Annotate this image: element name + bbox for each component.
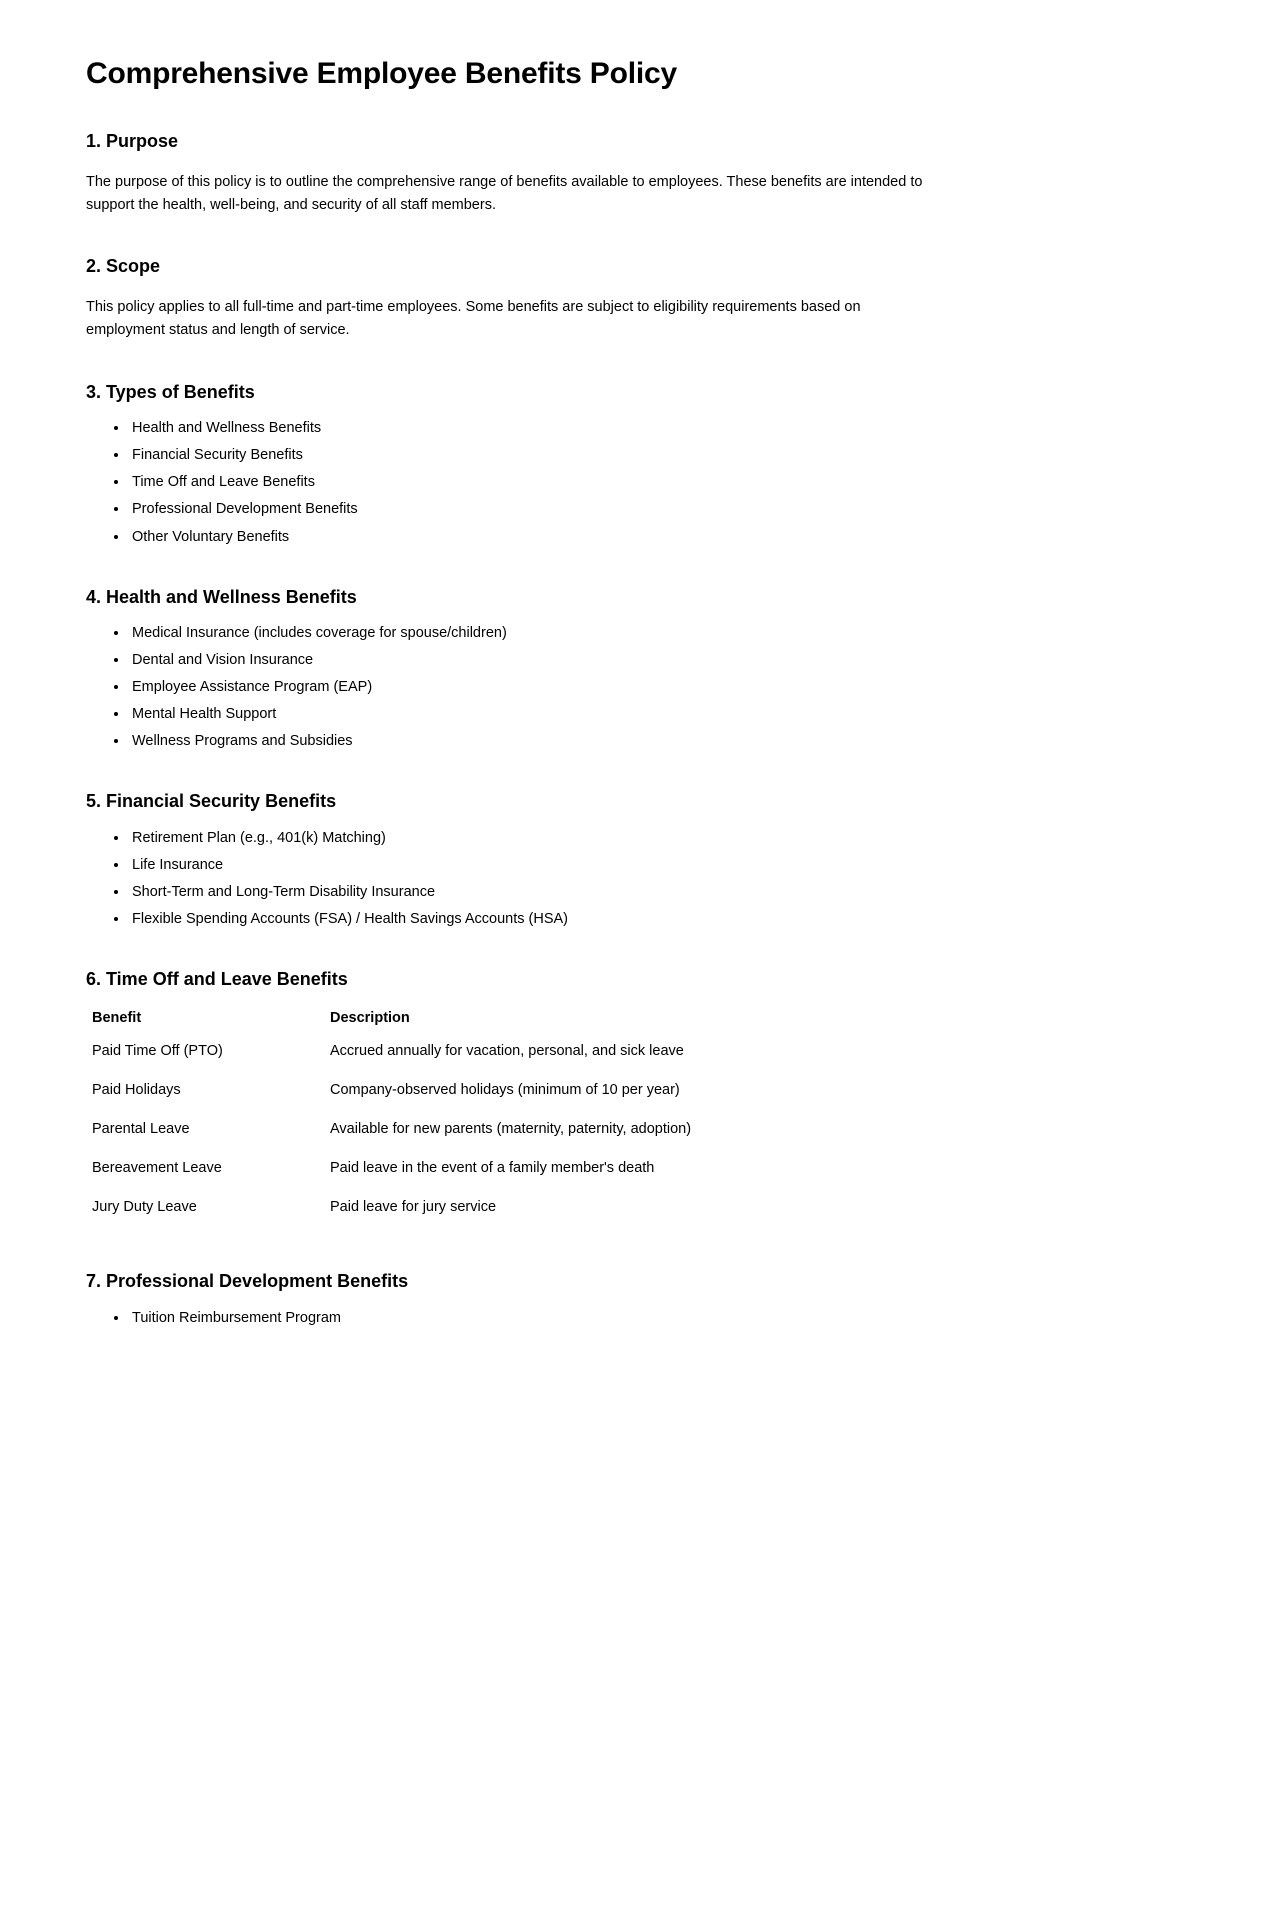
list-item: Other Voluntary Benefits xyxy=(112,527,1177,548)
section-heading-professional-development-benefits: 7. Professional Development Benefits xyxy=(86,1271,409,1292)
section-paragraph-scope: This policy applies to all full-time and part-time employees. Some benefits are subject to eligibility requirements based on employment status and length of service. xyxy=(86,298,861,339)
cell-benefit: Parental Leave xyxy=(92,1120,190,1137)
list-health-and-wellness-benefits xyxy=(86,623,1177,752)
list-item: Tuition Reimbursement Program xyxy=(112,1308,1177,1329)
list-item: Medical Insurance (includes coverage for spouse/children) xyxy=(112,623,1177,644)
section-heading-scope: 2. Scope xyxy=(86,256,161,277)
cell-description: Company-observed holidays (minimum of 10 per year) xyxy=(330,1082,680,1098)
cell-benefit: Paid Holidays xyxy=(92,1082,181,1098)
list-professional-development-benefits xyxy=(86,1308,1177,1329)
list-item: Time Off and Leave Benefits xyxy=(112,472,1177,493)
column-header-benefit: Benefit xyxy=(92,1010,142,1027)
table-row xyxy=(86,1198,926,1237)
table-row xyxy=(86,1120,926,1159)
list-item: Mental Health Support xyxy=(112,704,1177,725)
table-row xyxy=(86,1159,926,1198)
list-item: Dental and Vision Insurance xyxy=(112,650,1177,671)
page-title: Comprehensive Employee Benefits Policy xyxy=(86,57,677,90)
table-row xyxy=(86,1042,926,1081)
section-heading-purpose: 1. Purpose xyxy=(86,131,179,151)
list-types-of-benefits xyxy=(86,418,1177,547)
list-item: Employee Assistance Program (EAP) xyxy=(112,677,1177,698)
column-header-description: Description xyxy=(330,1010,410,1027)
list-item: Life Insurance xyxy=(112,855,1177,876)
list-item: Professional Development Benefits xyxy=(112,499,1177,520)
list-item: Financial Security Benefits xyxy=(112,445,1177,466)
section-heading-financial-security-benefits: 5. Financial Security Benefits xyxy=(86,791,337,812)
list-item: Short-Term and Long-Term Disability Insurance xyxy=(112,882,1177,903)
list-item: Retirement Plan (e.g., 401(k) Matching) xyxy=(112,828,1177,849)
list-financial-security-benefits xyxy=(86,828,1177,930)
cell-description: Available for new parents (maternity, paternity, adoption) xyxy=(330,1120,692,1137)
section-paragraph-purpose: The purpose of this policy is to outline the comprehensive range of benefits available to employees. These benefits are intended to support the health, well-being, and security of all staff members. xyxy=(86,173,923,213)
cell-description: Accrued annually for vacation, personal, and sick leave xyxy=(330,1043,684,1060)
section-heading-types-of-benefits: 3. Types of Benefits xyxy=(86,381,255,402)
table-header xyxy=(86,1010,926,1042)
time-off-benefits-table xyxy=(86,1010,926,1236)
cell-benefit: Bereavement Leave xyxy=(92,1159,222,1176)
list-item: Health and Wellness Benefits xyxy=(112,418,1177,439)
cell-description: Paid leave in the event of a family member's death xyxy=(330,1159,655,1176)
table-body xyxy=(86,1042,926,1236)
table-row xyxy=(86,1081,926,1120)
list-item: Wellness Programs and Subsidies xyxy=(112,731,1177,752)
section-heading-time-off-and-leave-benefits: 6. Time Off and Leave Benefits xyxy=(86,968,348,989)
list-item: Flexible Spending Accounts (FSA) / Health Savings Accounts (HSA) xyxy=(112,909,1177,930)
cell-benefit: Paid Time Off (PTO) xyxy=(92,1043,223,1060)
table-header-row xyxy=(86,1010,926,1042)
section-heading-health-and-wellness-benefits: 4. Health and Wellness Benefits xyxy=(86,586,357,607)
cell-description: Paid leave for jury service xyxy=(330,1198,497,1215)
cell-benefit: Jury Duty Leave xyxy=(92,1198,197,1215)
